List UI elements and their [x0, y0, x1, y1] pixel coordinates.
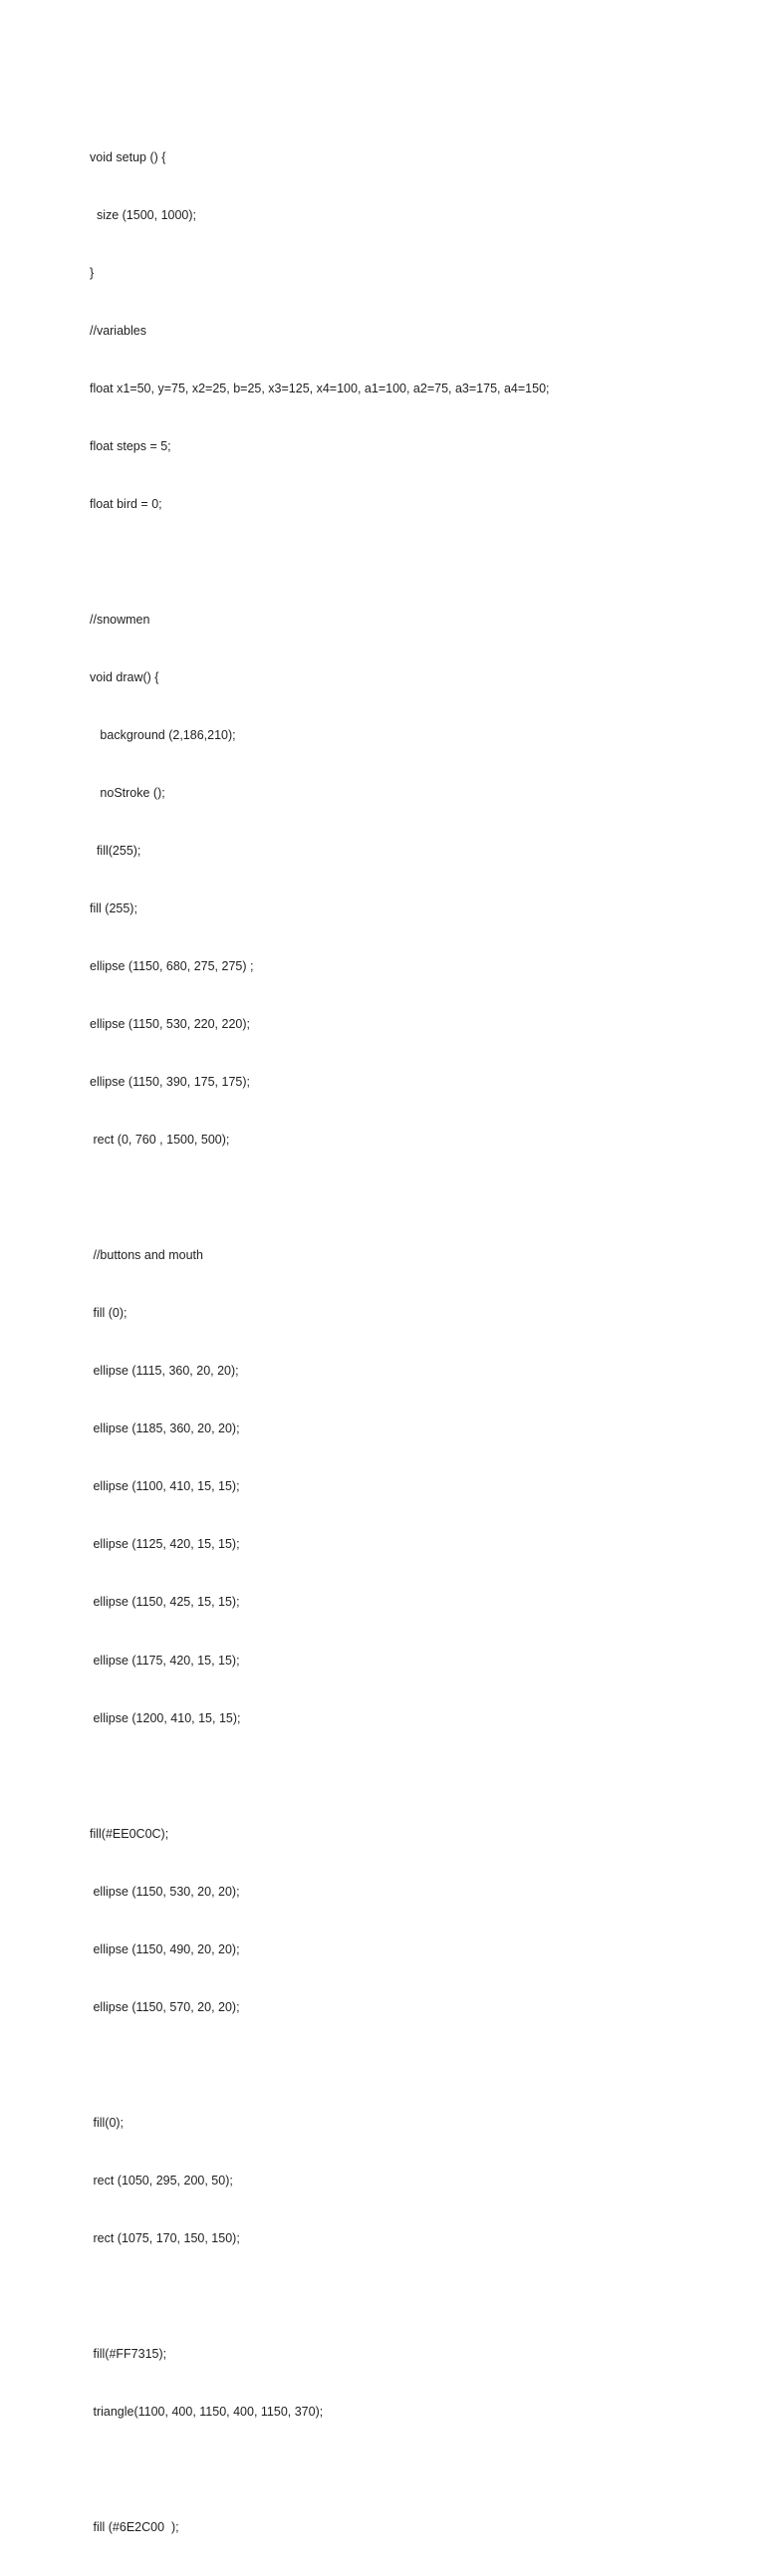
code-line: ellipse (1200, 410, 15, 15); [90, 1710, 241, 1725]
code-line: rect (1075, 170, 150, 150); [90, 2230, 240, 2245]
code-line: fill(#EE0C0C); [90, 1826, 169, 1841]
code-line: ellipse (1150, 530, 20, 20); [90, 1884, 240, 1899]
code-line: noStroke (); [90, 786, 165, 801]
blank-line [90, 1188, 747, 1207]
code-line: ellipse (1115, 360, 20, 20); [90, 1364, 239, 1379]
code-line: ellipse (1150, 425, 15, 15); [90, 1595, 240, 1610]
code-line: ellipse (1125, 420, 15, 15); [90, 1537, 240, 1552]
code-line: fill(0); [90, 2115, 125, 2130]
code-line: ellipse (1100, 410, 15, 15); [90, 1479, 240, 1494]
code-line: ellipse (1150, 680, 275, 275) ; [90, 959, 254, 974]
code-line: background (2,186,210); [90, 728, 236, 742]
blank-line [90, 2287, 747, 2306]
code-line: ellipse (1175, 420, 15, 15); [90, 1653, 240, 1668]
code-line: float x1=50, y=75, x2=25, b=25, x3=125, x4=100, a1=100, a2=75, a3=175, a4=150; [90, 381, 550, 395]
blank-line [90, 2460, 747, 2479]
code-line: ellipse (1150, 570, 20, 20); [90, 1999, 240, 2014]
blank-line [90, 1767, 747, 1786]
code-line: } [90, 265, 95, 280]
blank-line [90, 553, 747, 572]
code-line: ellipse (1185, 360, 20, 20); [90, 1421, 240, 1436]
code-line: ellipse (1150, 390, 175, 175); [90, 1075, 250, 1090]
code-line: fill(255); [90, 844, 141, 859]
code-line: triangle(1100, 400, 1150, 400, 1150, 370); [90, 2404, 324, 2419]
code-line: fill (#6E2C00 ); [90, 2519, 179, 2534]
code-line: //snowmen [90, 612, 150, 627]
blank-line [90, 2056, 747, 2075]
code-line: float bird = 0; [90, 496, 162, 511]
code-line: fill (255); [90, 902, 137, 916]
code-line: size (1500, 1000); [90, 207, 197, 222]
code-line: ellipse (1150, 490, 20, 20); [90, 1941, 240, 1956]
code-listing [90, 110, 747, 2576]
code-line: void setup () { [90, 149, 166, 164]
code-line: fill (0); [90, 1306, 128, 1321]
code-line: //buttons and mouth [90, 1248, 203, 1263]
code-line: ellipse (1150, 530, 220, 220); [90, 1017, 250, 1032]
code-line: rect (0, 760 , 1500, 500); [90, 1133, 230, 1148]
code-line: float steps = 5; [90, 438, 171, 453]
code-line: void draw() { [90, 669, 159, 684]
code-line: rect (1050, 295, 200, 50); [90, 2173, 233, 2188]
code-line: fill(#FF7315); [90, 2346, 167, 2361]
code-line: //variables [90, 323, 146, 338]
